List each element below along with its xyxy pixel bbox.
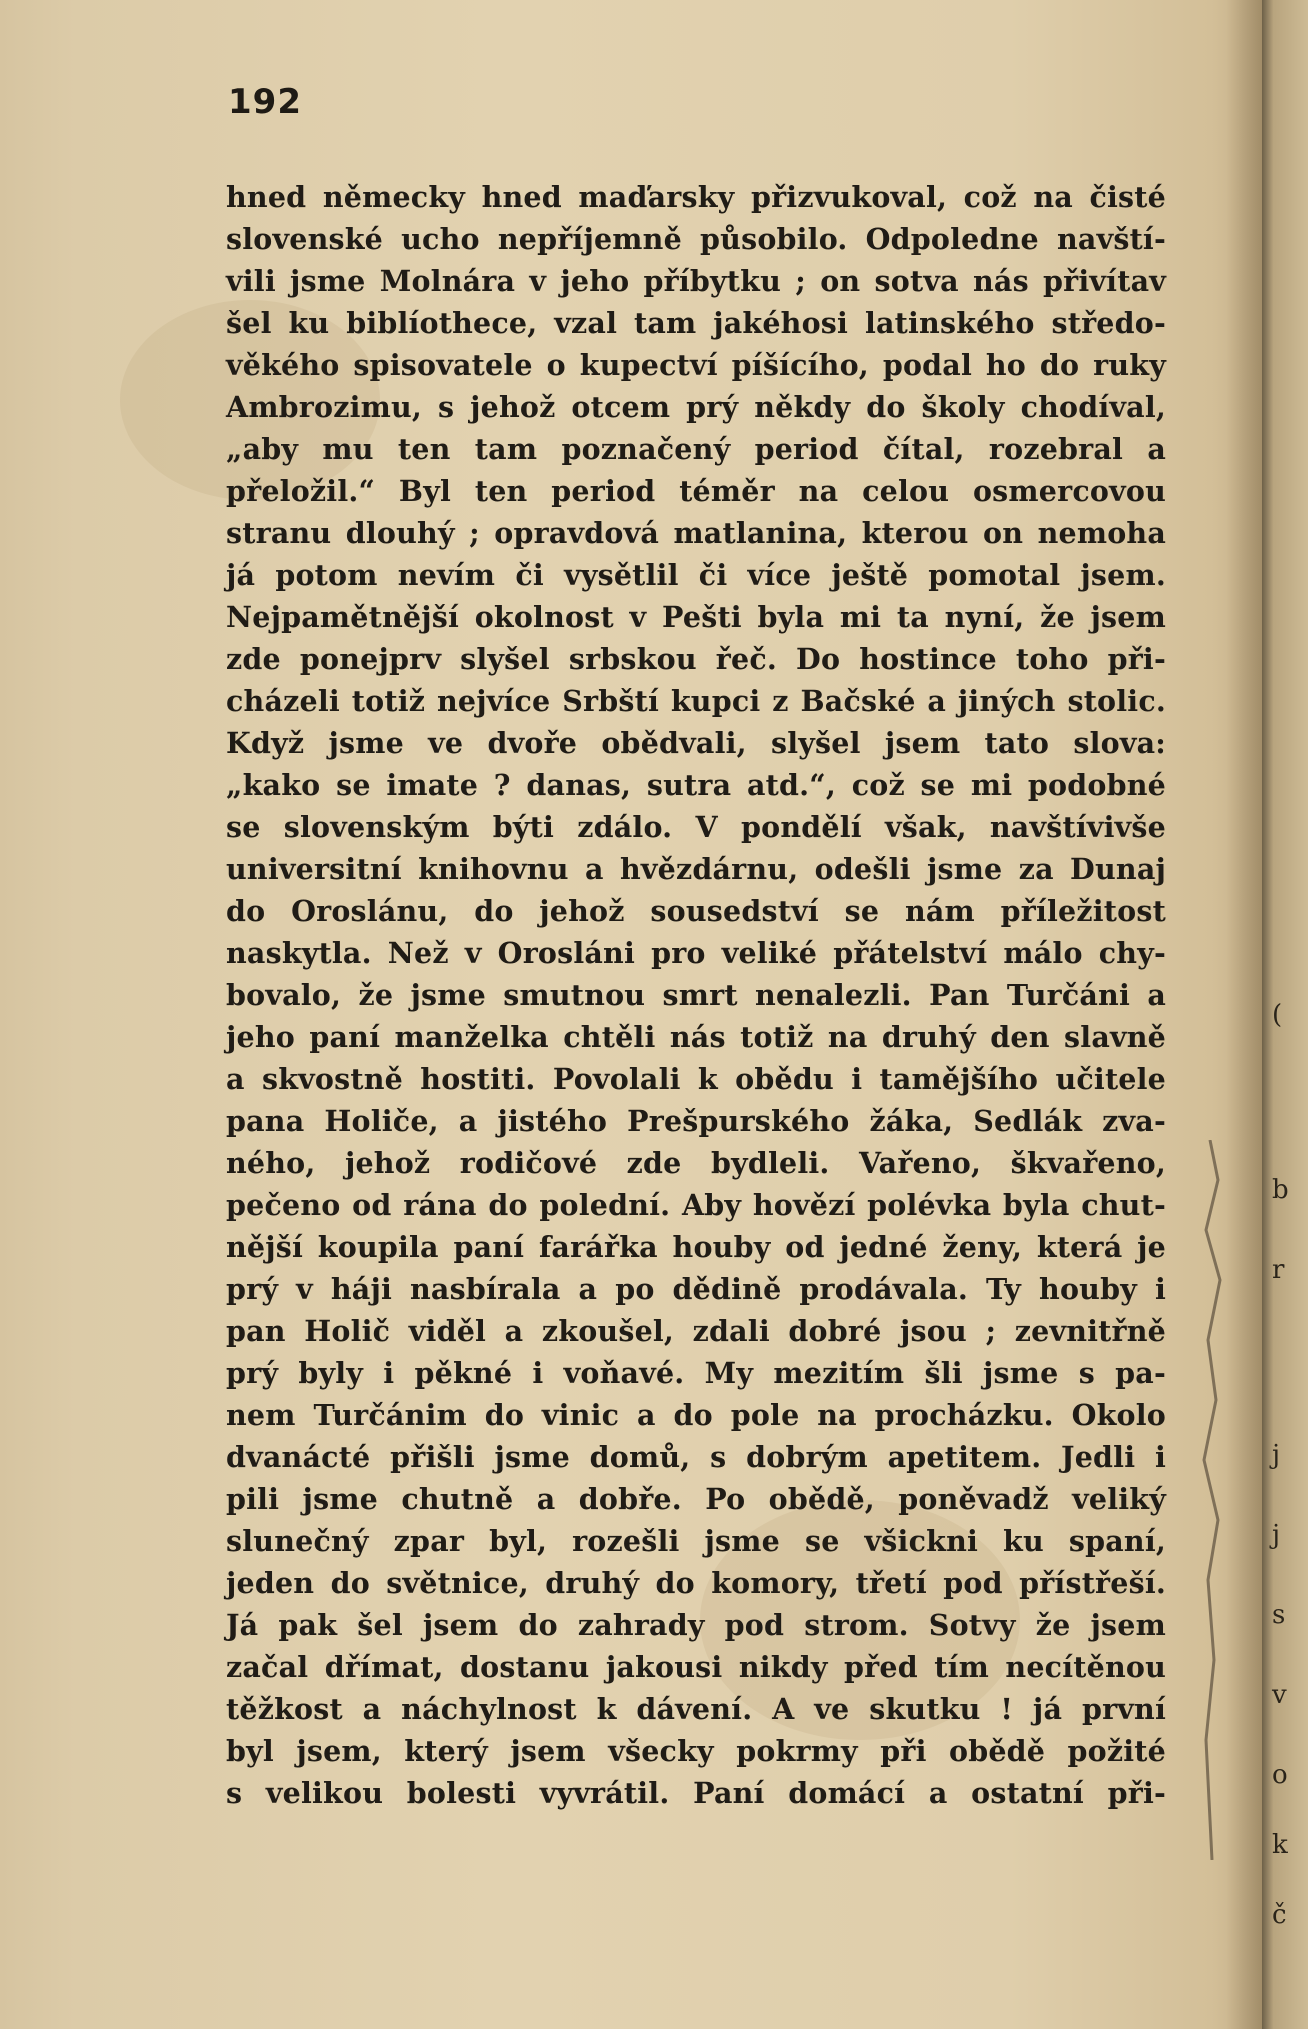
text-line: jeho paní manželka chtěli nás totiž na druhý den slavně bbox=[226, 1020, 1166, 1054]
adjacent-page-letters bbox=[1262, 0, 1308, 2029]
text-line: slovenské ucho nepříjemně působilo. Odpoledne navští- bbox=[226, 222, 1166, 256]
edge-letter: k bbox=[1272, 1830, 1288, 1860]
edge-letter: v bbox=[1272, 1680, 1287, 1710]
edge-letter: s bbox=[1272, 1600, 1286, 1630]
text-line: šel ku biblíothece, vzal tam jakéhosi latinského středo- bbox=[226, 306, 1166, 340]
page-gutter-shadow bbox=[1226, 0, 1266, 2029]
text-line: těžkost a náchylnost k dávení. A ve skutku ! já první bbox=[226, 1692, 1166, 1726]
edge-letter: r bbox=[1272, 1255, 1285, 1285]
text-line: prý v háji nasbírala a po dědině prodávala. Ty houby i bbox=[226, 1272, 1166, 1306]
text-line: prý byly i pěkné i voňavé. My mezitím šli jsme s pa- bbox=[226, 1356, 1166, 1390]
page-tear-mark bbox=[1190, 1140, 1230, 1860]
text-line: já potom nevím či vysětlil či více ještě pomotal jsem. bbox=[226, 558, 1166, 592]
text-line: jeden do světnice, druhý do komory, třetí pod přístřeší. bbox=[226, 1566, 1166, 1600]
text-line: nem Turčánim do vinic a do pole na procházku. Okolo bbox=[226, 1398, 1166, 1432]
text-line: hned německy hned maďarsky přizvukoval, což na čisté bbox=[226, 180, 1166, 214]
text-line: a skvostně hostiti. Povolali k obědu i tamějšího učitele bbox=[226, 1062, 1166, 1096]
text-line: Nejpamětnější okolnost v Pešti byla mi ta nyní, že jsem bbox=[226, 600, 1166, 634]
edge-letter: b bbox=[1272, 1175, 1289, 1205]
edge-letter: j bbox=[1272, 1520, 1281, 1550]
text-line: začal dřímat, dostanu jakousi nikdy před tím necítěnou bbox=[226, 1650, 1166, 1684]
edge-letter: j bbox=[1272, 1440, 1281, 1470]
text-line: „aby mu ten tam poznačený period čítal, rozebral a bbox=[226, 432, 1166, 466]
text-line: dvanácté přišli jsme domů, s dobrým apetitem. Jedli i bbox=[226, 1440, 1166, 1474]
text-line: byl jsem, který jsem všecky pokrmy při obědě požité bbox=[226, 1734, 1166, 1768]
page-number: 192 bbox=[228, 82, 302, 122]
text-line: se slovenským býti zdálo. V pondělí však, navštívivše bbox=[226, 810, 1166, 844]
text-line: pana Holiče, a jistého Prešpurského žáka, Sedlák zva- bbox=[226, 1104, 1166, 1138]
text-line: pečeno od rána do polední. Aby hovězí polévka byla chut- bbox=[226, 1188, 1166, 1222]
text-line: přeložil.“ Byl ten period téměr na celou osmercovou bbox=[226, 474, 1166, 508]
edge-letter: č bbox=[1272, 1900, 1287, 1930]
text-line: věkého spisovatele o kupectví píšícího, podal ho do ruky bbox=[226, 348, 1166, 382]
edge-letter: ( bbox=[1272, 1000, 1283, 1030]
text-line: do Oroslánu, do jehož sousedství se nám příležitost bbox=[226, 894, 1166, 928]
text-line: vili jsme Molnára v jeho příbytku ; on sotva nás přivítav bbox=[226, 264, 1166, 298]
text-line: nější koupila paní farářka houby od jedné ženy, která je bbox=[226, 1230, 1166, 1264]
text-line: s velikou bolesti vyvrátil. Paní domácí a ostatní při- bbox=[226, 1776, 1166, 1810]
text-line: naskytla. Než v Orosláni pro veliké přátelství málo chy- bbox=[226, 936, 1166, 970]
text-line: „kako se imate ? danas, sutra atd.“, což se mi podobné bbox=[226, 768, 1166, 802]
text-line: slunečný zpar byl, rozešli jsme se všickni ku spaní, bbox=[226, 1524, 1166, 1558]
text-line: pili jsme chutně a dobře. Po obědě, poněvadž veliký bbox=[226, 1482, 1166, 1516]
text-line: bovalo, že jsme smutnou smrt nenalezli. Pan Turčáni a bbox=[226, 978, 1166, 1012]
text-line: Když jsme ve dvoře obědvali, slyšel jsem tato slova: bbox=[226, 726, 1166, 760]
text-line: ného, jehož rodičové zde bydleli. Vařeno, škvařeno, bbox=[226, 1146, 1166, 1180]
edge-letter: o bbox=[1272, 1760, 1288, 1790]
text-line: stranu dlouhý ; opravdová matlanina, kterou on nemoha bbox=[226, 516, 1166, 550]
body-text bbox=[226, 176, 1166, 1814]
text-line: Ambrozimu, s jehož otcem prý někdy do školy chodíval, bbox=[226, 390, 1166, 424]
text-line: pan Holič viděl a zkoušel, zdali dobré jsou ; zevnitřně bbox=[226, 1314, 1166, 1348]
text-line: cházeli totiž nejvíce Srbští kupci z Bačské a jiných stolic. bbox=[226, 684, 1166, 718]
text-line: universitní knihovnu a hvězdárnu, odešli jsme za Dunaj bbox=[226, 852, 1166, 886]
text-line: Já pak šel jsem do zahrady pod strom. Sotvy že jsem bbox=[226, 1608, 1166, 1642]
text-line: zde ponejprv slyšel srbskou řeč. Do hostince toho při- bbox=[226, 642, 1166, 676]
